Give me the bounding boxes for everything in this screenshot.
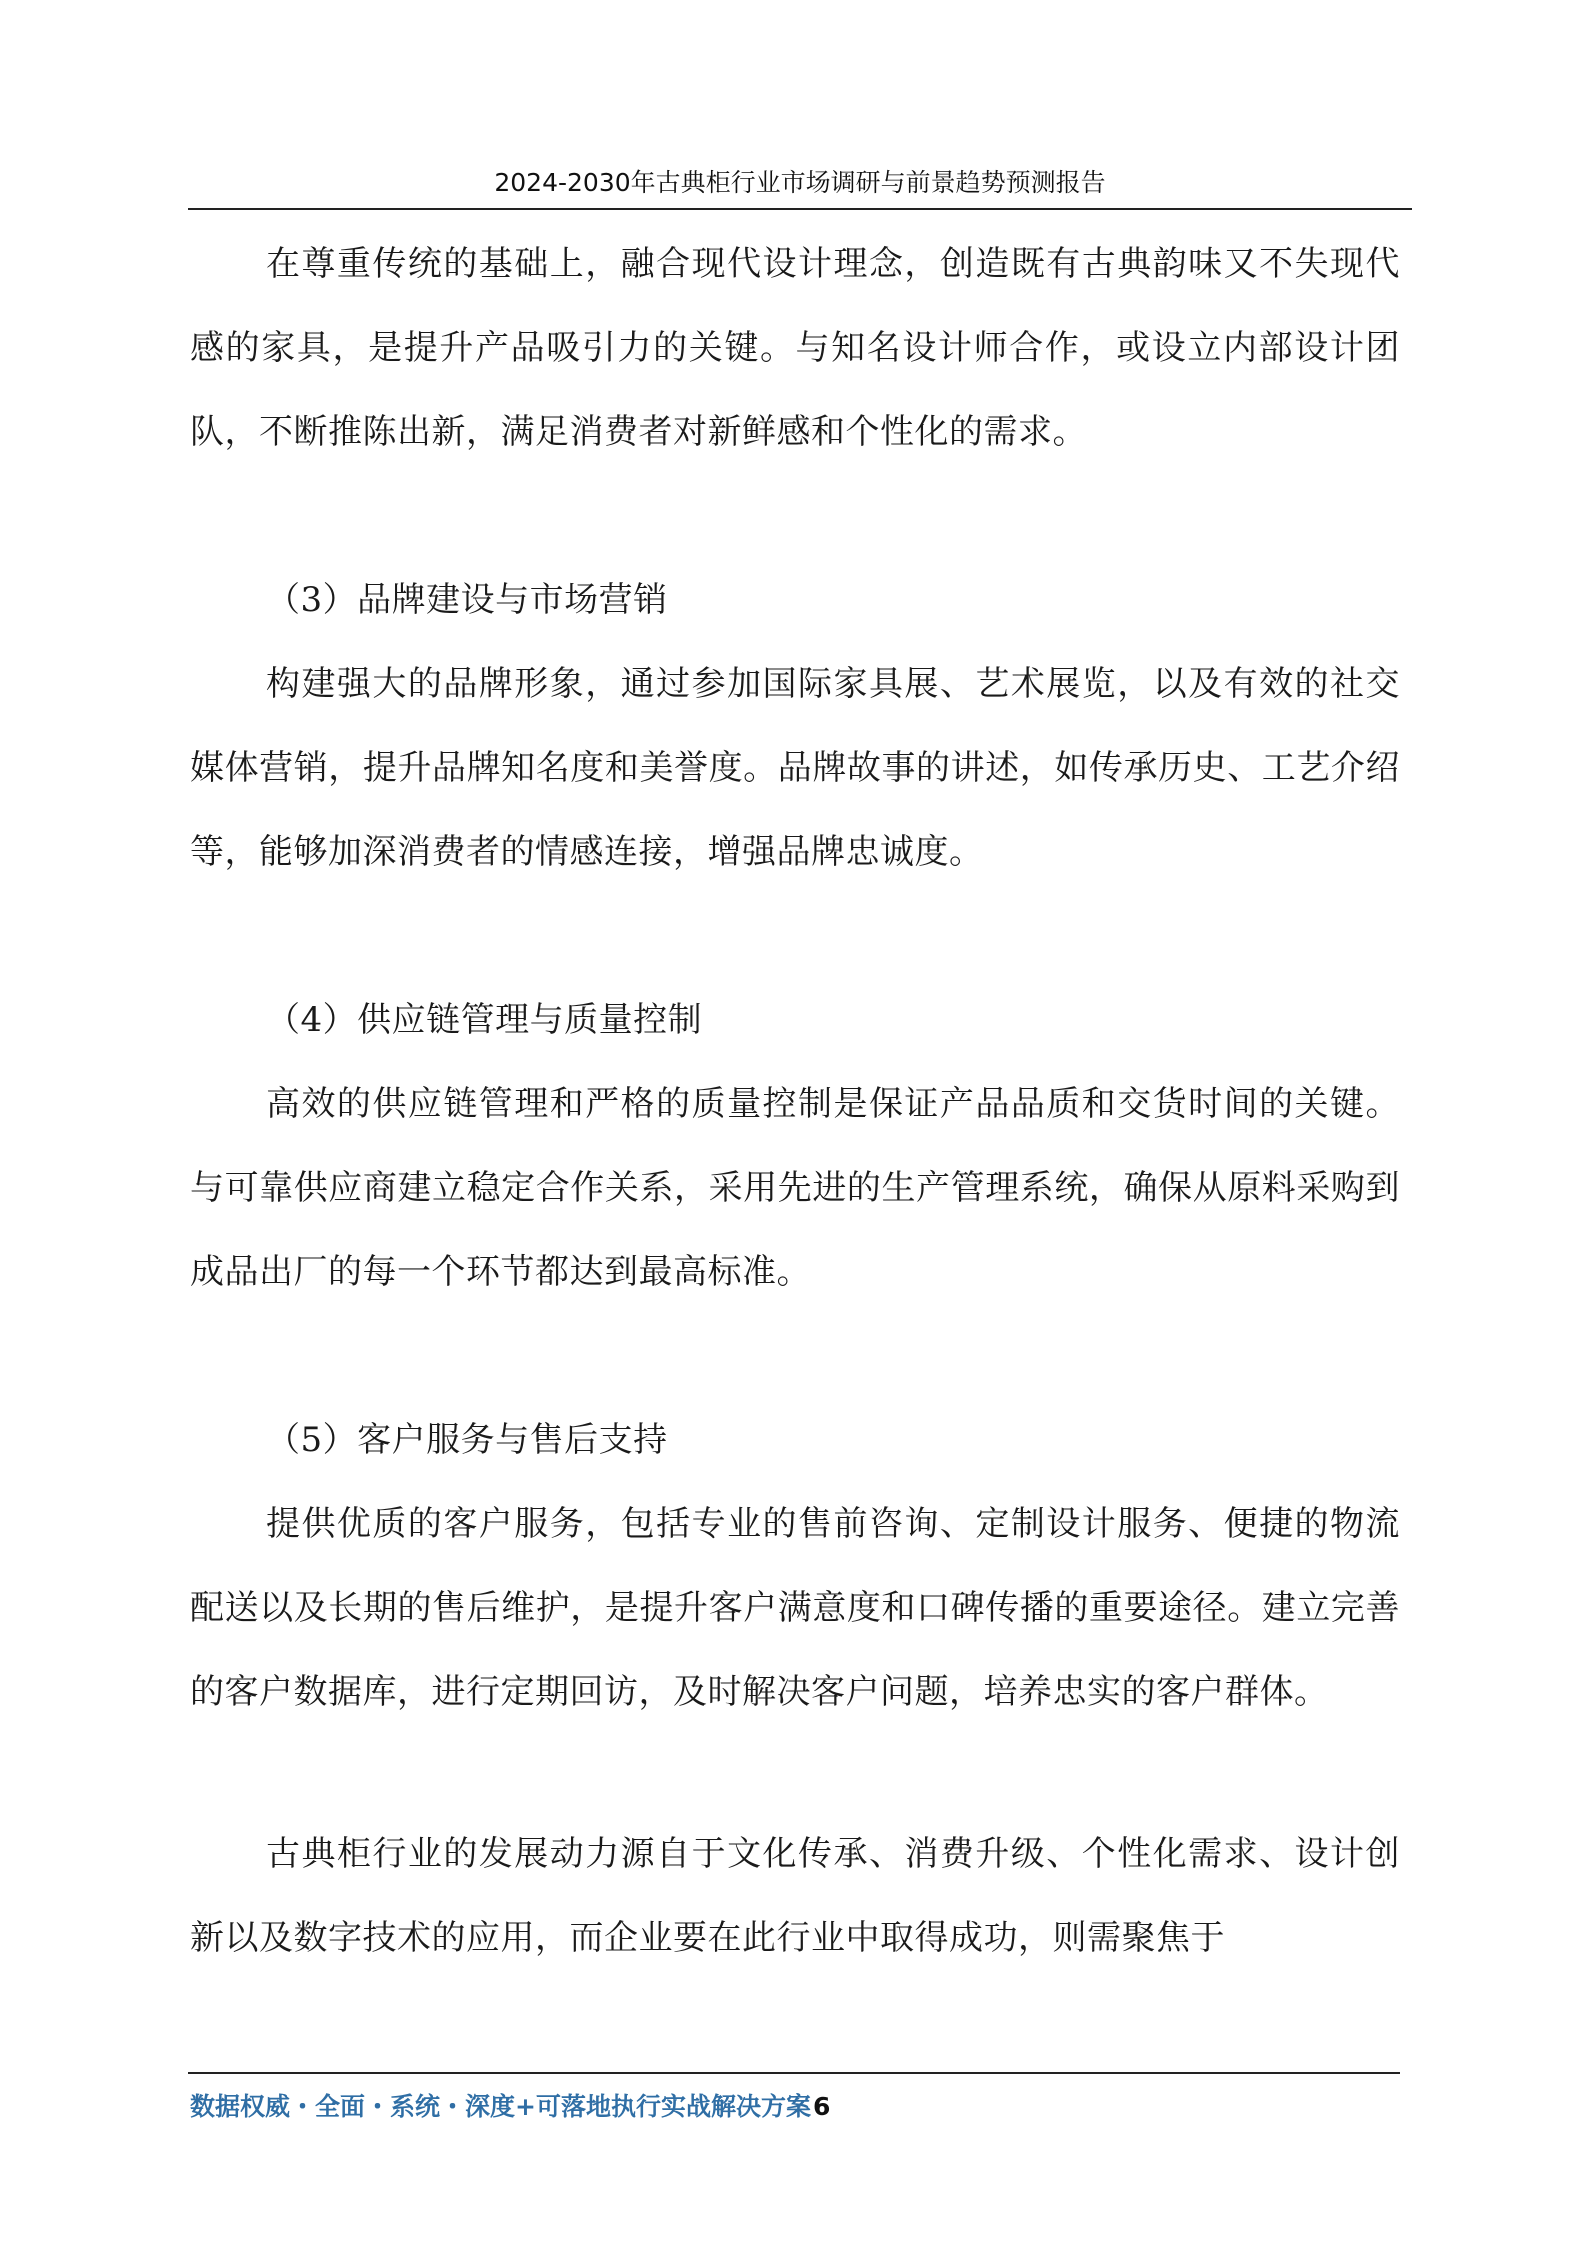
page-header-title: 2024-2030年古典柜行业市场调研与前景趋势预测报告 [188, 164, 1412, 210]
spacer [190, 1314, 1400, 1398]
section-heading-customer-service: （5）客户服务与售后支持 [266, 1420, 668, 1460]
paragraph-design-innovation: 在尊重传统的基础上，融合现代设计理念，创造既有古典韵味又不失现代感的家具，是提升产品吸引力的关键。与知名设计师合作，或设立内部设计团队，不断推陈出新，满足消费者对新鲜感和个性化的需求。 [190, 244, 1400, 452]
paragraph-customer-service: 提供优质的客户服务，包括专业的售前咨询、定制设计服务、便捷的物流配送以及长期的售后维护，是提升客户满意度和口碑传播的重要途径。建立完善的客户数据库，进行定期回访，及时解决客户问题，培养忠实的客户群体。 [190, 1504, 1400, 1712]
paragraph-brand: 构建强大的品牌形象，通过参加国际家具展、艺术展览，以及有效的社交媒体营销，提升品牌知名度和美誉度。品牌故事的讲述，如传承历史、工艺介绍等，能够加深消费者的情感连接，增强品牌忠诚度。 [190, 664, 1400, 872]
spacer [190, 1734, 1400, 1812]
footer-divider [188, 2072, 1400, 2074]
paragraph-supply-chain: 高效的供应链管理和严格的质量控制是保证产品品质和交货时间的关键。与可靠供应商建立稳定合作关系，采用先进的生产管理系统，确保从原料采购到成品出厂的每一个环节都达到最高标准。 [190, 1084, 1400, 1292]
page-footer [190, 2090, 830, 2124]
spacer [190, 894, 1400, 978]
document-body [190, 222, 1400, 1980]
footer-slogan: 数据权威・全面・系统・深度+可落地执行实战解决方案 [190, 2092, 811, 2121]
page-number: 6 [812, 2092, 831, 2121]
section-heading-supply-chain: （4）供应链管理与质量控制 [266, 1000, 703, 1040]
spacer [190, 474, 1400, 558]
section-heading-brand: （3）品牌建设与市场营销 [266, 580, 668, 620]
paragraph-industry-drivers: 古典柜行业的发展动力源自于文化传承、消费升级、个性化需求、设计创新以及数字技术的应用，而企业要在此行业中取得成功，则需聚焦于 [190, 1834, 1400, 1958]
